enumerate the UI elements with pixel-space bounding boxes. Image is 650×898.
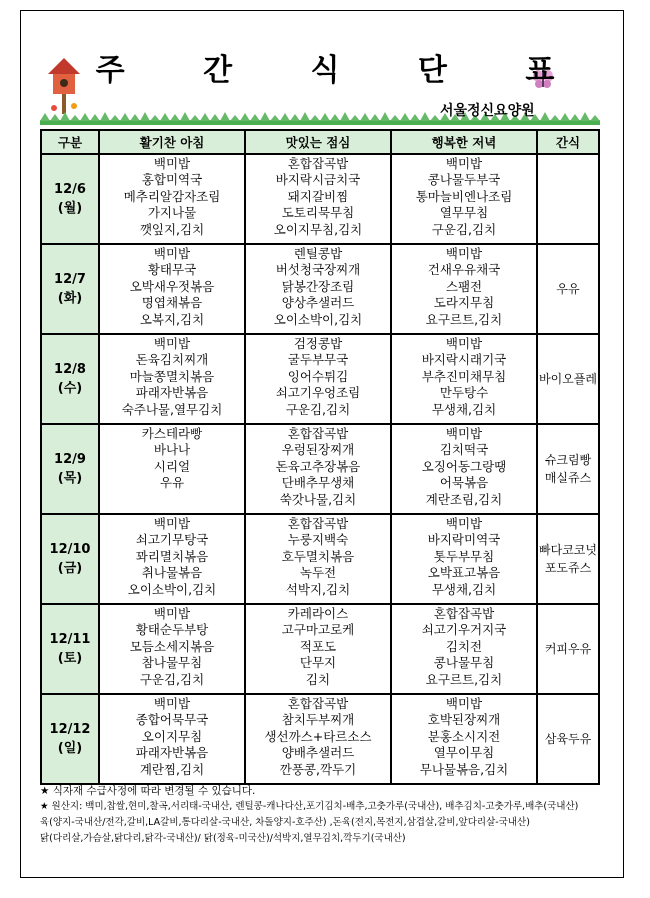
dinner-item: 콩나물두부국 <box>427 172 501 188</box>
dinner-item: 스팸전 <box>445 278 483 294</box>
header-lunch: 맛있는 점심 <box>245 130 391 154</box>
lunch-item: 돼지갈비찜 <box>287 188 349 204</box>
lunch-cell <box>245 694 391 784</box>
breakfast-item: 파래자반볶음 <box>135 385 209 401</box>
lunch-item: 깐풍콩,깍두기 <box>279 761 357 777</box>
dinner-item: 쇠고기우거지국 <box>421 622 507 638</box>
lunch-item: 양배추샐러드 <box>281 745 355 761</box>
dinner-cell <box>391 604 537 694</box>
breakfast-cell <box>99 244 245 334</box>
breakfast-item: 백미밥 <box>153 606 191 621</box>
table-row <box>41 334 599 424</box>
dinner-item: 김치떡국 <box>439 442 489 458</box>
lunch-item: 단무지 <box>299 655 337 671</box>
day-date: 12/9 <box>54 452 86 467</box>
dinner-item: 통마늘비엔나조림 <box>415 188 513 204</box>
day-of-week: (목) <box>57 471 83 486</box>
breakfast-item: 홍합미역국 <box>141 172 203 188</box>
breakfast-item: 메추리알감자조림 <box>123 188 221 204</box>
day-date: 12/8 <box>54 362 86 377</box>
dinner-item: 부추진미채무침 <box>421 368 507 384</box>
day-of-week: (수) <box>57 381 83 396</box>
breakfast-item: 가지나물 <box>147 205 197 221</box>
snack-cell <box>537 244 599 334</box>
note-line: 닭(다리살,가슴살,닭다리,닭각-국내산)/ 닭(정육-미국산)/석박지,열무김치,깍두기(국내산) <box>40 833 406 844</box>
dinner-item: 백미밥 <box>445 426 483 441</box>
lunch-item: 돈육고추장볶음 <box>275 458 361 474</box>
dinner-item: 혼합잡곡밥 <box>433 606 495 621</box>
breakfast-item: 참나물무침 <box>141 655 203 671</box>
table-row <box>41 424 599 514</box>
dinner-item: 바지락시래기국 <box>421 352 507 368</box>
breakfast-item: 바나나 <box>153 442 191 458</box>
dinner-item: 백미밥 <box>445 246 483 261</box>
breakfast-item: 시리얼 <box>153 458 191 474</box>
dinner-item: 건새우유채국 <box>427 262 501 278</box>
lunch-cell <box>245 244 391 334</box>
dinner-item: 바지락미역국 <box>427 532 501 548</box>
day-date: 12/11 <box>49 632 91 647</box>
breakfast-item: 백미밥 <box>153 516 191 531</box>
dinner-item: 김치전 <box>445 638 483 654</box>
snack-cell <box>537 694 599 784</box>
header-snack: 간식 <box>537 130 599 154</box>
breakfast-cell <box>99 604 245 694</box>
lunch-item: 쇠고기우엉조림 <box>275 385 361 401</box>
lunch-cell <box>245 424 391 514</box>
breakfast-item: 백미밥 <box>153 336 191 351</box>
day-cell <box>41 694 99 784</box>
day-of-week: (금) <box>57 561 83 576</box>
dinner-item: 구운김,김치 <box>431 221 497 237</box>
dinner-item: 톳두부무침 <box>433 548 495 564</box>
breakfast-cell <box>99 514 245 604</box>
breakfast-item: 오복지,김치 <box>139 311 205 327</box>
day-of-week: (화) <box>57 291 83 306</box>
dinner-item: 콩나물무침 <box>433 655 495 671</box>
lunch-item: 쑥갓나물,김치 <box>279 491 357 507</box>
lunch-item: 혼합잡곡밥 <box>287 426 349 441</box>
table-row <box>41 694 599 784</box>
breakfast-item: 카스테라빵 <box>141 426 203 441</box>
breakfast-item: 쇠고기무탕국 <box>135 532 209 548</box>
weekly-menu-table <box>40 129 600 785</box>
snack-item: 슈크림빵 <box>544 453 592 467</box>
lunch-item: 석박지,김치 <box>285 581 351 597</box>
lunch-item: 카레라이스 <box>287 606 349 621</box>
lunch-item: 호두멸치볶음 <box>281 548 355 564</box>
table-row <box>41 604 599 694</box>
day-cell <box>41 244 99 334</box>
breakfast-item: 오이지무침 <box>141 728 203 744</box>
lunch-item: 버섯청국장찌개 <box>275 262 361 278</box>
snack-cell <box>537 604 599 694</box>
lunch-item: 녹두전 <box>299 565 337 581</box>
day-cell <box>41 424 99 514</box>
dinner-item: 호박된장찌개 <box>427 712 501 728</box>
dinner-item: 백미밥 <box>445 156 483 171</box>
dinner-item: 열무무침 <box>439 205 489 221</box>
lunch-item: 고구마고로케 <box>281 622 355 638</box>
lunch-item: 구운김,김치 <box>285 401 351 417</box>
dinner-item: 백미밥 <box>445 516 483 531</box>
breakfast-item: 백미밥 <box>153 156 191 171</box>
lunch-item: 잉어수튀김 <box>287 368 349 384</box>
dinner-item: 만두탕수 <box>439 385 489 401</box>
dinner-cell <box>391 424 537 514</box>
note-line: ★ 식자재 수급사정에 따라 변경될 수 있습니다. <box>40 785 256 797</box>
breakfast-cell <box>99 694 245 784</box>
dinner-item: 오박표고볶음 <box>427 565 501 581</box>
dinner-cell <box>391 334 537 424</box>
breakfast-item: 오이소박이,김치 <box>127 581 217 597</box>
breakfast-item: 꽈리멸치볶음 <box>135 548 209 564</box>
lunch-cell <box>245 334 391 424</box>
page-title: 주 간 식 단 표 <box>95 53 589 88</box>
notes-section <box>40 783 598 847</box>
breakfast-item: 오박새우젓볶음 <box>129 278 215 294</box>
lunch-item: 적포도 <box>299 638 337 654</box>
breakfast-cell <box>99 424 245 514</box>
lunch-item: 바지락시금치국 <box>275 172 361 188</box>
breakfast-item: 계란찜,김치 <box>139 761 205 777</box>
lunch-item: 양상추샐러드 <box>281 295 355 311</box>
dinner-item: 요구르트,김치 <box>425 311 503 327</box>
breakfast-item: 구운김,김치 <box>139 671 205 687</box>
breakfast-item: 돈육김치찌개 <box>135 352 209 368</box>
breakfast-item: 숙주나물,열무김치 <box>121 401 223 417</box>
lunch-item: 단배추무생채 <box>281 475 355 491</box>
snack-item: 바이오플레 <box>539 372 597 386</box>
day-of-week: (일) <box>57 741 83 756</box>
dinner-item: 도라지무침 <box>433 295 495 311</box>
dinner-cell <box>391 244 537 334</box>
lunch-item: 오이소박이,김치 <box>273 311 363 327</box>
header-breakfast: 활기찬 아침 <box>99 130 245 154</box>
breakfast-item: 명엽채볶음 <box>141 295 203 311</box>
day-date: 12/10 <box>49 542 91 557</box>
lunch-item: 도토리묵무침 <box>281 205 355 221</box>
lunch-item: 오이지무침,김치 <box>273 221 363 237</box>
dinner-item: 무생채,김치 <box>431 401 497 417</box>
day-date: 12/7 <box>54 272 86 287</box>
day-date: 12/12 <box>49 722 91 737</box>
day-cell <box>41 604 99 694</box>
note-line: 육(양지-국내산/전각,갈비,LA갈비,통다리살-국내산, 차돌양지-호주산) ,돈육(전지,목전지,삼겹살,갈비,앞다리살-국내산) <box>40 817 530 828</box>
table-row <box>41 154 599 244</box>
lunch-item: 굴두부무국 <box>287 352 349 368</box>
dinner-item: 백미밥 <box>445 696 483 711</box>
table-row <box>41 244 599 334</box>
lunch-item: 검정콩밥 <box>293 336 343 351</box>
lunch-item: 참치두부찌개 <box>281 712 355 728</box>
dinner-item: 무생채,김치 <box>431 581 497 597</box>
day-of-week: (토) <box>57 651 83 666</box>
dinner-item: 어묵볶음 <box>439 475 489 491</box>
dinner-item: 분홍소시지전 <box>427 728 501 744</box>
lunch-cell <box>245 154 391 244</box>
snack-item: 커피우유 <box>544 642 592 656</box>
snack-cell <box>537 154 599 244</box>
lunch-item: 김치 <box>305 671 331 687</box>
snack-item: 포도쥬스 <box>544 561 592 575</box>
snack-item: 매실쥬스 <box>544 471 592 485</box>
dinner-item: 열무이무침 <box>433 745 495 761</box>
snack-cell <box>537 514 599 604</box>
breakfast-item: 황태순두부탕 <box>135 622 209 638</box>
day-date: 12/6 <box>54 182 86 197</box>
day-cell <box>41 514 99 604</box>
note-line: ★ 원산지: 백미,찹쌀,현미,찰곡,서리태-국내산, 렌틸콩-캐나다산,포기김치-배추,고춧가루(국내산), 배추김치-고춧가루,배추(국내산) <box>40 801 579 812</box>
lunch-item: 혼합잡곡밥 <box>287 516 349 531</box>
dinner-item: 백미밥 <box>445 336 483 351</box>
dinner-item: 계란조림,김치 <box>425 491 503 507</box>
lunch-item: 누룽지백숙 <box>287 532 349 548</box>
breakfast-item: 우유 <box>159 475 185 491</box>
header-day: 구분 <box>41 130 99 154</box>
lunch-cell <box>245 514 391 604</box>
day-cell <box>41 334 99 424</box>
header-dinner: 행복한 저녁 <box>391 130 537 154</box>
lunch-item: 생선까스+타르소스 <box>264 728 372 744</box>
breakfast-item: 종합어묵무국 <box>135 712 209 728</box>
dinner-item: 오징어동그랑땡 <box>421 458 507 474</box>
dinner-item: 요구르트,김치 <box>425 671 503 687</box>
snack-item: 우유 <box>556 282 580 296</box>
snack-cell <box>537 424 599 514</box>
breakfast-item: 마늘쫑멸치볶음 <box>129 368 215 384</box>
lunch-item: 혼합잡곡밥 <box>287 696 349 711</box>
dinner-cell <box>391 694 537 784</box>
snack-cell <box>537 334 599 424</box>
dinner-item: 무나물볶음,김치 <box>419 761 509 777</box>
dinner-cell <box>391 154 537 244</box>
lunch-item: 혼합잡곡밥 <box>287 156 349 171</box>
lunch-item: 닭봉간장조림 <box>281 278 355 294</box>
breakfast-cell <box>99 334 245 424</box>
lunch-item: 우렁된장찌개 <box>281 442 355 458</box>
header-row <box>41 130 599 154</box>
organization-name: 서울정신요양원 <box>440 103 535 119</box>
breakfast-item: 파래자반볶음 <box>135 745 209 761</box>
day-of-week: (월) <box>57 201 83 216</box>
table-row <box>41 514 599 604</box>
breakfast-item: 백미밥 <box>153 696 191 711</box>
dinner-cell <box>391 514 537 604</box>
breakfast-item: 백미밥 <box>153 246 191 261</box>
breakfast-item: 황태무국 <box>147 262 197 278</box>
breakfast-cell <box>99 154 245 244</box>
breakfast-item: 취나물볶음 <box>141 565 203 581</box>
snack-item: 빠다코코넛 <box>539 543 597 557</box>
snack-item: 삼육두유 <box>544 732 592 746</box>
breakfast-item: 모듬소세지볶음 <box>129 638 215 654</box>
lunch-item: 렌틸콩밥 <box>293 246 343 261</box>
breakfast-item: 깻잎지,김치 <box>139 221 205 237</box>
day-cell <box>41 154 99 244</box>
lunch-cell <box>245 604 391 694</box>
